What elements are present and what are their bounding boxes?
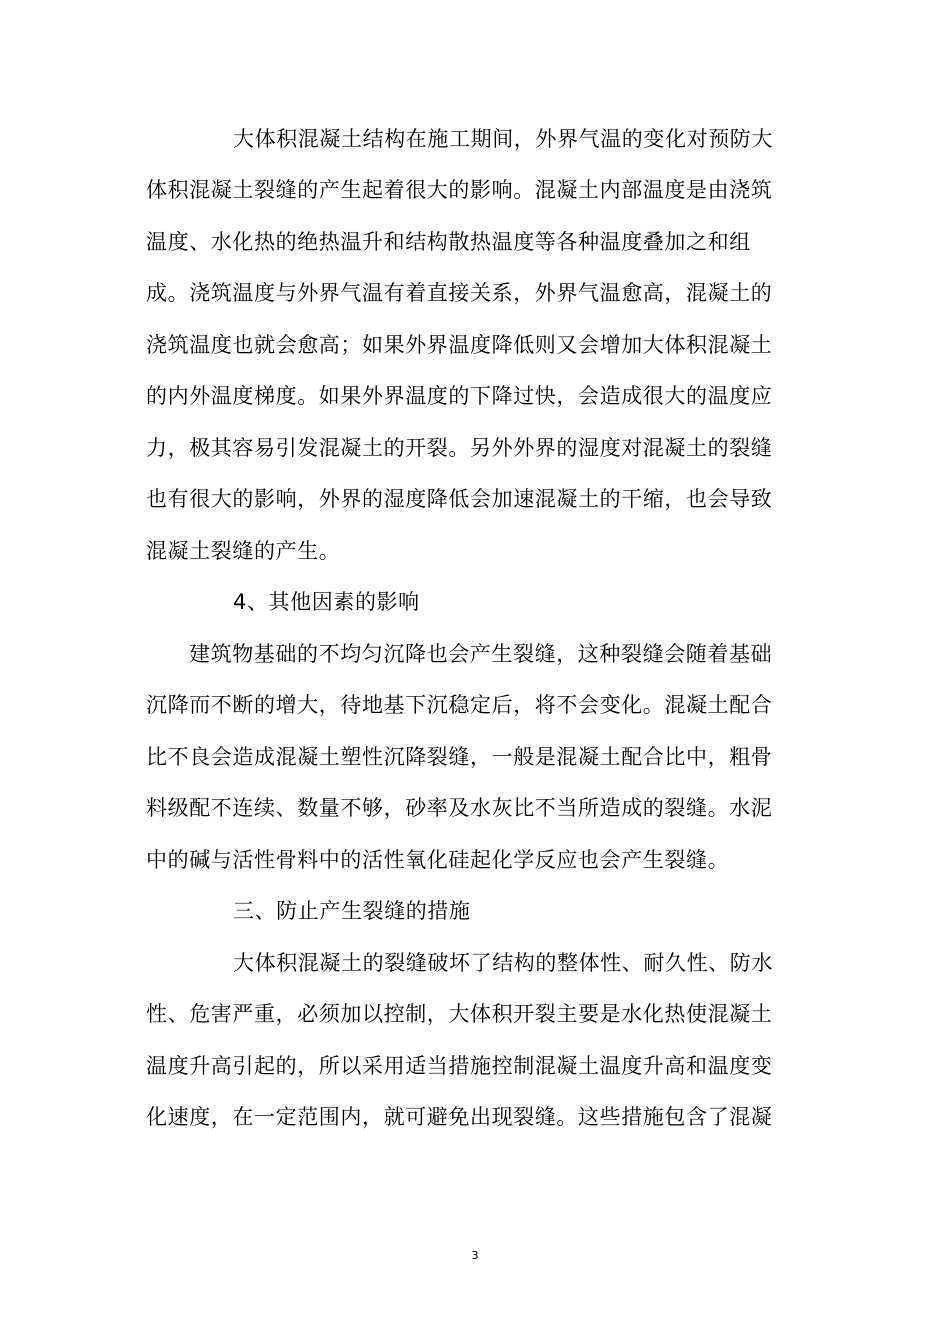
paragraph-line: 力，极其容易引发混凝土的开裂。另外外界的湿度对混凝土的裂缝: [146, 436, 773, 460]
paragraph-line: 化速度，在一定范围内，就可避免出现裂缝。这些措施包含了混凝: [146, 1105, 773, 1129]
paragraph-line: 成。浇筑温度与外界气温有着直接关系，外界气温愈高，混凝土的: [146, 281, 773, 305]
paragraph-line: 也有很大的影响，外界的湿度降低会加速混凝土的干缩，也会导致: [146, 487, 773, 511]
paragraph-line: 体积混凝土裂缝的产生起着很大的影响。混凝土内部温度是由浇筑: [146, 178, 773, 202]
paragraph-line: 沉降而不断的增大，待地基下沉稳定后，将不会变化。混凝土配合: [146, 693, 773, 717]
paragraph-line: 温度、水化热的绝热温升和结构散热温度等各种温度叠加之和组: [146, 230, 751, 254]
section-heading: 三、防止产生裂缝的措施: [233, 899, 471, 923]
paragraph-line: 大体积混凝土的裂缝破坏了结构的整体性、耐久性、防水: [233, 951, 773, 975]
paragraph-line: 料级配不连续、数量不够，砂率及水灰比不当所造成的裂缝。水泥: [146, 796, 773, 820]
paragraph-line: 的内外温度梯度。如果外界温度的下降过快，会造成很大的温度应: [146, 384, 773, 408]
paragraph-line: 中的碱与活性骨料中的活性氧化硅起化学反应也会产生裂缝。: [146, 848, 730, 872]
paragraph-line: 混凝土裂缝的产生。: [146, 539, 341, 563]
section-heading: 4、其他因素的影响: [233, 590, 420, 614]
paragraph-line: 比不良会造成混凝土塑性沉降裂缝，一般是混凝土配合比中，粗骨: [146, 745, 773, 769]
paragraph-line: 温度升高引起的，所以采用适当措施控制混凝土温度升高和温度变: [146, 1054, 773, 1078]
page-number: 3: [471, 1249, 479, 1262]
paragraph-line: 大体积混凝土结构在施工期间，外界气温的变化对预防大: [233, 127, 773, 151]
paragraph-line: 性、危害严重，必须加以控制，大体积开裂主要是水化热使混凝土: [146, 1002, 773, 1026]
paragraph-line: 浇筑温度也就会愈高；如果外界温度降低则又会增加大体积混凝土: [146, 333, 773, 357]
paragraph-line: 建筑物基础的不均匀沉降也会产生裂缝，这种裂缝会随着基础: [189, 642, 773, 666]
